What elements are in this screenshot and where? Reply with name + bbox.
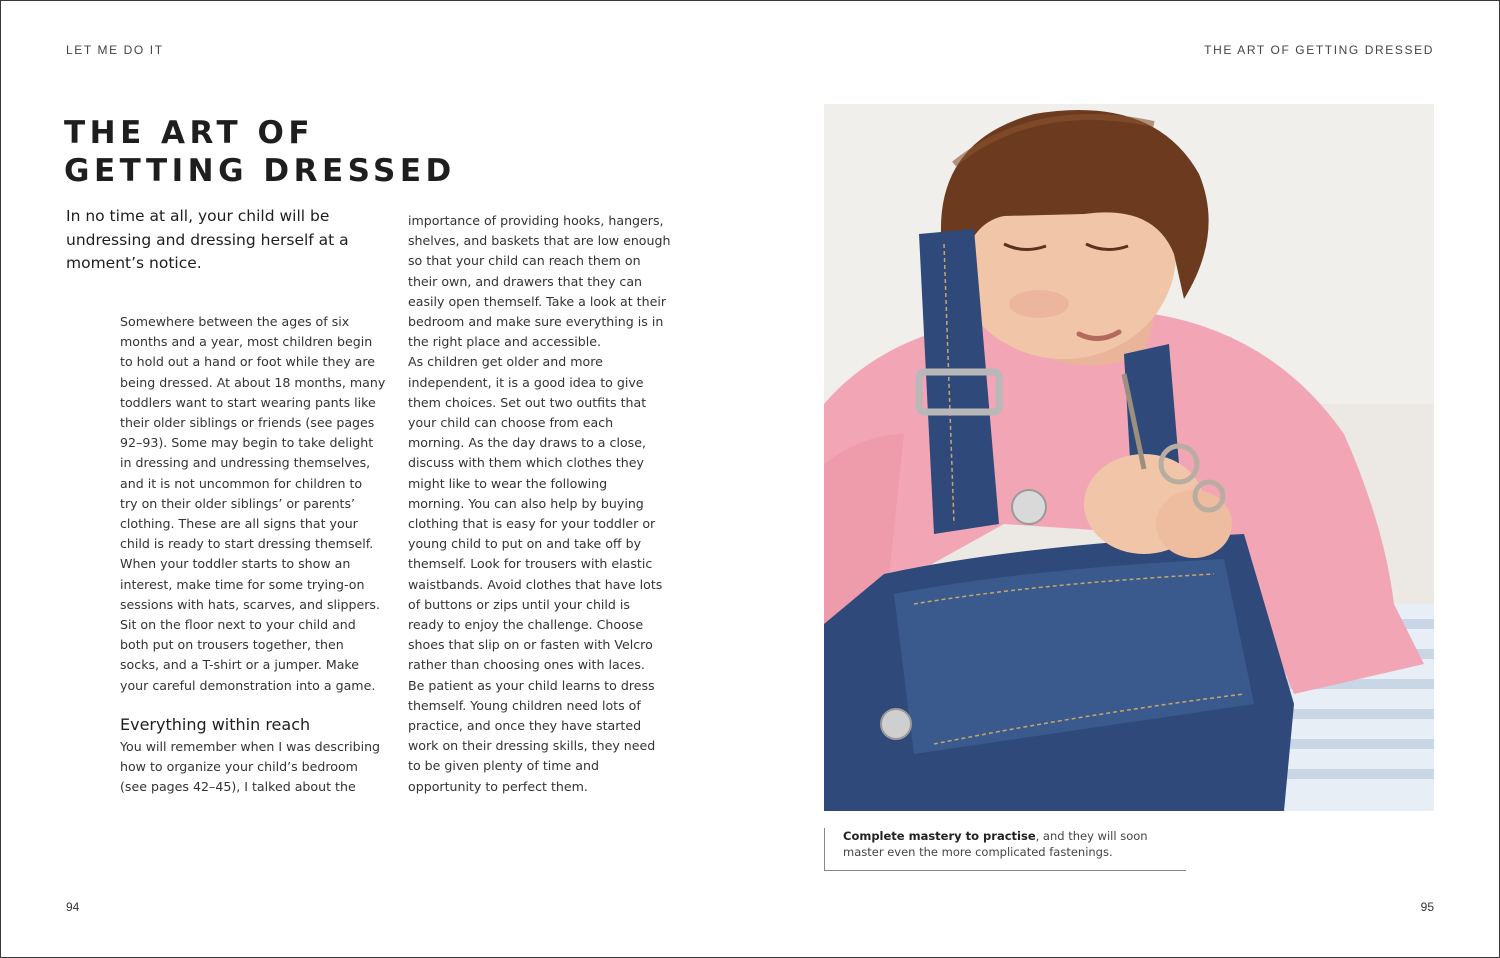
- child-dressing-photo: [824, 104, 1434, 811]
- running-head-right: THE ART OF GETTING DRESSED: [1204, 43, 1434, 57]
- overall-button-top: [1012, 490, 1046, 524]
- caption-rest: , and they will soon master even the more complicated fastenings.: [843, 829, 1148, 859]
- column1-paragraph-2: You will remember when I was describing how to organize your child’s bedroom (see pages 42–45), I talked about the: [120, 738, 381, 795]
- chapter-title-line-1: THE ART OF: [64, 115, 314, 151]
- text-column-2: [408, 211, 683, 797]
- column2-paragraph-1: importance of providing hooks, hangers, shelves, and baskets that are low enough so that your child can reach them on their own, and drawers that they can easily open themself. Take a look at their bedroom and make sure everything is in the right place and accessible.: [408, 213, 671, 350]
- page-number-left: 94: [66, 900, 80, 914]
- column1-paragraph-1: Somewhere between the ages of six months and a year, most children begin to hold out a hand or foot while they are being dressed. At about 18 months, many toddlers want to start wearing pants like their older siblings or friends (see pages 92–93). Some may begin to take delight in dressing and undressing themselves, and it is not uncommon for children to try on their older siblings’ or parents’ clothing. These are all signs that your child is ready to start dressing themself. When your toddler starts to show an interest, make time for some trying-on sessions with hats, scarves, and slippers. Sit on the floor next to your child and both put on trousers together, then socks, and a T-shirt or a jumper. Make your careful demonstration into a game.: [120, 314, 386, 693]
- running-head-left: LET ME DO IT: [66, 43, 164, 57]
- page-number-right: 95: [1420, 900, 1434, 914]
- photo-caption: [824, 828, 1186, 871]
- chapter-title: [64, 114, 456, 190]
- text-column-1: [120, 312, 395, 797]
- column2-paragraph-2: As children get older and more independent, it is a good idea to give them choices. Set out two outfits that your child can choose from each morning. As the day draws to a close, discuss with them which clothes they might like to wear the following morning. You can also help by buying clothing that is easy for your toddler or young child to put on and take off by themself. Look for trousers with elastic waistbands. Avoid clothes that have lots of buttons or zips until your child is ready to enjoy the challenge. Choose shoes that slip on or fasten with Velcro rather than choosing ones with laces. Be patient as your child learns to dress themself. Young children need lots of practice, and once they have started work on their dressing skills, they need to be given plenty of time and opportunity to perfect them.: [408, 354, 663, 794]
- subheading-everything-within-reach: Everything within reach: [120, 714, 311, 734]
- intro-text: In no time at all, your child will be undressing and dressing herself at a moment’s notice.: [66, 207, 349, 272]
- overall-button-bottom: [881, 709, 911, 739]
- caption-bold: Complete mastery to practise: [843, 829, 1036, 843]
- chapter-title-line-2: GETTING DRESSED: [64, 153, 456, 189]
